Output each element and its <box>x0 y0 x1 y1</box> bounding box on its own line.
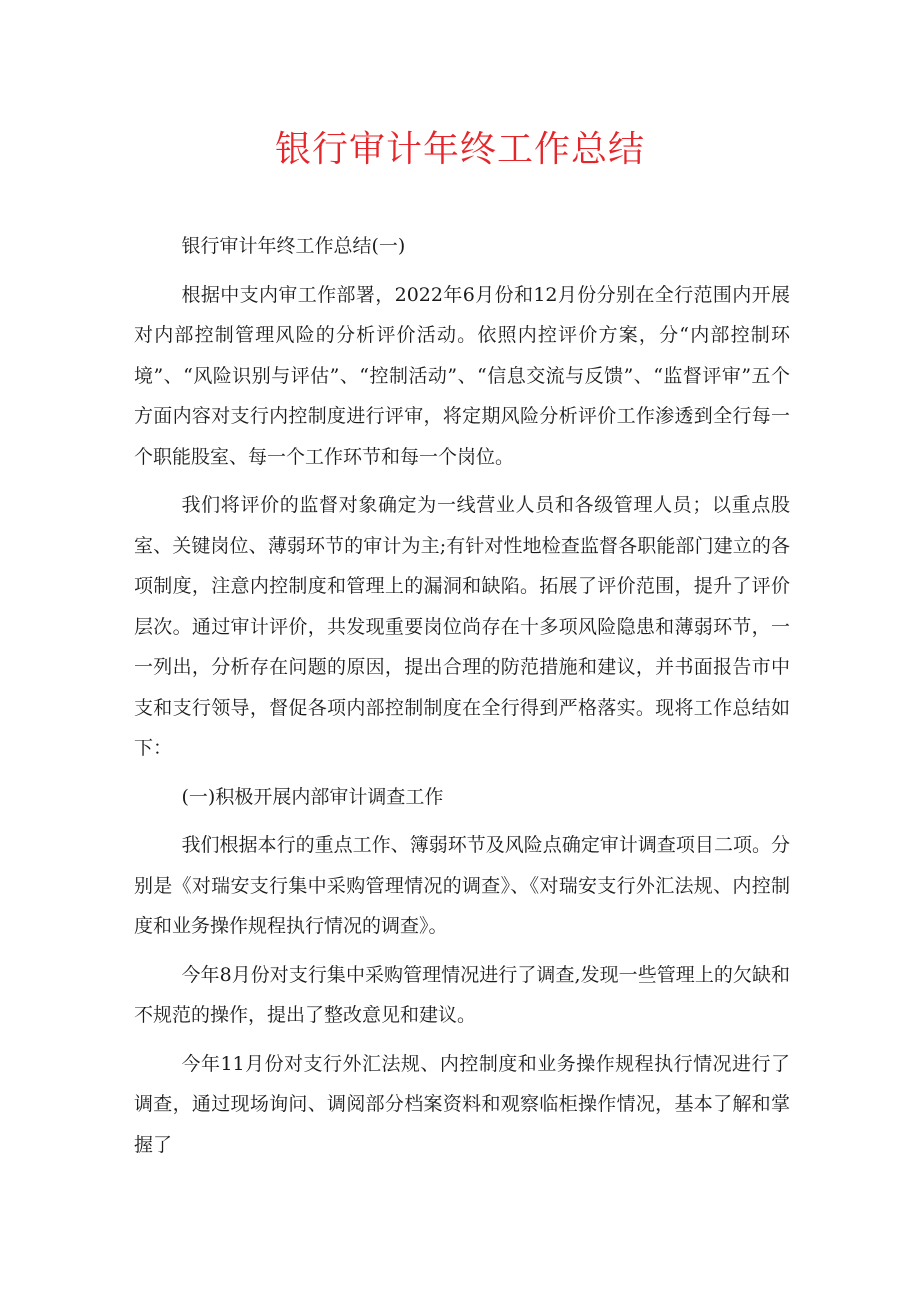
document-body <box>134 226 790 1173</box>
subsection-heading: (一)积极开展内部审计调查工作 <box>181 785 444 808</box>
section-heading: 银行审计年终工作总结(一) <box>181 235 406 257</box>
body-paragraph: 今年11月份对支行外汇法规、内控制度和业务操作规程执行情况进行了调查，通过现场询问、调阅部分档案资料和观察临柜操作情况，基本了解和掌握了 <box>134 1052 790 1156</box>
body-paragraph: 我们根据本行的重点工作、簿弱环节及风险点确定审计调查项目二项。分别是《对瑞安支行集中采购管理情况的调查》、《对瑞安支行外汇法规、内控制度和业务操作规程执行情况的调查》。 <box>134 834 790 937</box>
body-paragraph: 今年8月份对支行集中采购管理情况进行了调查,发现一些管理上的欠缺和不规范的操作，提出了整改意见和建议。 <box>134 963 790 1026</box>
document-title: 银行审计年终工作总结 <box>274 129 645 170</box>
body-paragraph: 根据中支内审工作部署，2022年6月份和12月份分别在全行范围内开展对内部控制管理风险的分析评价活动。依照内控评价方案，分“内部控制环境”、“风险识别与评估”、“控制活动”、“信息交流与反馈”、“监督评审”五个方面内容对支行内控制度进行评审，将定期风险分析评价工作渗透到全行每一个职能股室、每一个工作环节和每一个岗位。 <box>134 283 790 468</box>
body-paragraph: 我们将评价的监督对象确定为一线营业人员和各级管理人员；以重点股室、关键岗位、薄弱环节的审计为主;有针对性地检查监督各职能部门建立的各项制度，注意内控制度和管理上的漏洞和缺陷。拓展了评价范围，提升了评价层次。通过审计评价，共发现重要岗位尚存在十多项风险隐患和薄弱环节，一一列出，分析存在问题的原因，提出合理的防范措施和建议，并书面报告市中支和支行领导，督促各项内部控制制度在全行得到严格落实。现将工作总结如下： <box>134 494 790 759</box>
